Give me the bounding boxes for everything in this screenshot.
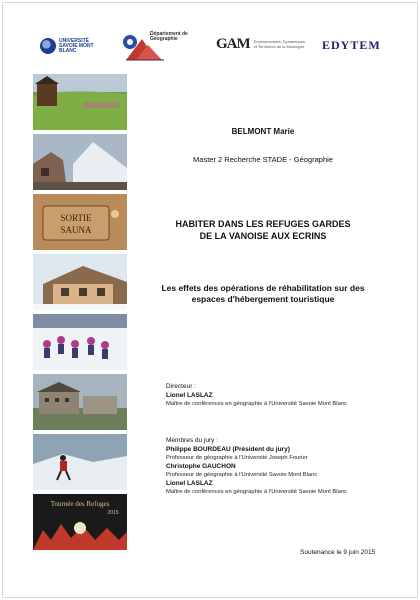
usmb-logo-text: UNIVERSITÉ SAVOIE MONT BLANC (59, 37, 94, 54)
jury-member-name: Philippe BOURDEAU (Président du jury) (166, 446, 290, 453)
thesis-subtitle-line-1: Les effets des opérations de réhabilitation sur des (161, 283, 365, 293)
director-label: Directeur : (166, 383, 196, 390)
logo-bar (0, 32, 420, 62)
director-role: Maître de conférences en géographie à l'Université Savoie Mont Blanc (166, 401, 347, 407)
edm-logo-mark: GAM (216, 36, 250, 52)
jury-member-name: Lionel LASLAZ (166, 480, 213, 487)
jury-member-role: Professeur de géographie à l'Université Savoie Mont Blanc (166, 472, 318, 478)
jury-label: Membres du jury : (166, 437, 219, 444)
photo-refuge-buildings (33, 374, 127, 430)
photo-column (33, 74, 127, 554)
thesis-title (148, 218, 378, 242)
edytem-logo-text: EDYTEM (322, 38, 381, 52)
edm-logo (216, 36, 306, 53)
photo-skier-snow (33, 434, 127, 490)
usmb-logo (40, 38, 97, 54)
photo-hikers-snow (33, 314, 127, 370)
jury-member-name: Christophe GAUCHON (166, 463, 236, 470)
edm-logo-text: Environnement, Dynamiques et Territoires de la Montagne (253, 39, 306, 49)
photo-sortie-sauna-sign (33, 194, 127, 250)
poster-title: Tournée des Refuges (50, 500, 110, 508)
sign-line-2: SAUNA (60, 225, 92, 235)
thesis-title-line-2: DE LA VANOISE AUX ECRINS (199, 231, 327, 241)
jury-member-role: Maître de conférences en géographie à l'Université Savoie Mont Blanc (166, 489, 347, 495)
sign-line-1: SORTIE (60, 213, 92, 223)
defense-date: Soutenance le 9 juin 2015 (300, 549, 376, 556)
poster-year: 2015 (107, 510, 119, 516)
thesis-subtitle-line-2: espaces d'hébergement touristique (191, 294, 335, 304)
photo-refuge-meadow (33, 74, 127, 130)
thesis-title-line-1: HABITER DANS LES REFUGES GARDES (175, 219, 351, 229)
thesis-subtitle (148, 283, 378, 305)
edytem-logo (322, 38, 381, 53)
director-name: Lionel LASLAZ (166, 392, 213, 399)
degree-line: Master 2 Recherche STADE - Géographie (193, 155, 333, 164)
jury-member-role: Professeur de géographie à l'Université Joseph Fourier (166, 455, 308, 461)
usmb-emblem-icon (40, 38, 56, 54)
geography-dept-logo-text: Département de Géographie (150, 31, 188, 42)
director-section (166, 382, 396, 408)
photo-event-poster (33, 494, 127, 550)
photo-stone-refuge-mountain (33, 134, 127, 190)
jury-section (166, 436, 396, 496)
author-name: BELMONT Marie (231, 127, 295, 136)
photo-refuge-snow (33, 254, 127, 310)
